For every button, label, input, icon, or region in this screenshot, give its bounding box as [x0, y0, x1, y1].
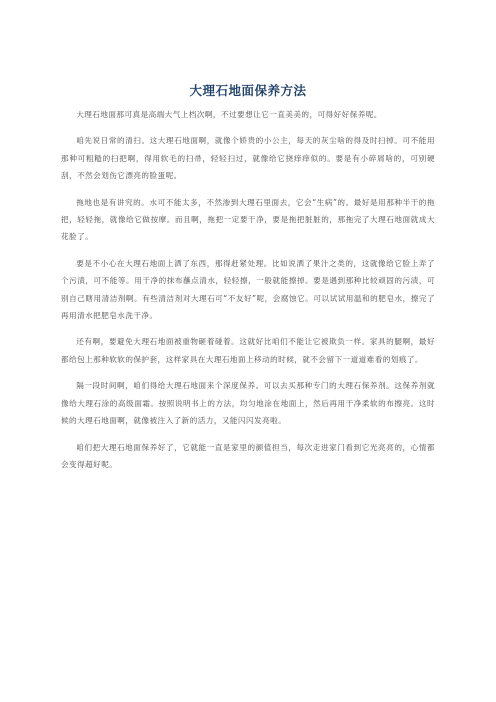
- paragraph-intro: 大理石地面那可真是高端大气上档次啊，不过要想让它一直美美的，可得好好保养呢。: [76, 110, 382, 119]
- paragraph-mopping: 拖地也是有讲究的。水可不能太多，不然渗到大理石里面去，它会“生病”的。最好是用那种半干的拖把，轻轻拖，就像给它做按摩。而且啊，拖把一定要干净，要是拖把脏脏的，那拖完了大理石地面就成大花脸了。: [61, 197, 435, 242]
- document-body: [61, 106, 435, 482]
- paragraph-conclusion: 咱们把大理石地面保养好了，它就能一直是家里的颜值担当，每次走进家门看到它光亮亮的，心情都会变得超好呢。: [61, 442, 435, 469]
- document-title: 大理石地面保养方法: [189, 83, 307, 98]
- paragraph-deep-care: 隔一段时间啊，咱们得给大理石地面来个深度保养。可以去买那种专门的大理石保养剂。这保养剂就像给大理石涂的高级面霜。按照说明书上的方法，均匀地涂在地面上，然后再用干净柔软的布擦亮。这时候的大理石地面啊，就像被注入了新的活力，又能闪闪发亮啦。: [61, 381, 435, 426]
- paragraph-heavy-objects: 还有啊，要避免大理石地面被重物砸着碰着。这就好比咱们不能让它被欺负一样。家具的腿啊，最好都给包上那种软软的保护套，这样家具在大理石地面上移动的时候，就不会留下一道道难看的划痕了。: [61, 337, 435, 364]
- paragraph-spills: 要是不小心在大理石地面上洒了东西，那得赶紧处理。比如说洒了果汁之类的，这就像给它脸上弄了个污渍，可不能等。用干净的抹布蘸点清水，轻轻擦，一般就能擦掉。要是遇到那种比较顽固的污渍，可别自己瞎用清洁剂啊。有些清洁剂对大理石可“不友好”呢，会腐蚀它。可以试试用温和的肥皂水，擦完了再用清水把肥皂水洗干净。: [61, 258, 435, 321]
- paragraph-daily-sweeping: 咱先说日常的清扫。这大理石地面啊，就像个娇贵的小公主，每天的灰尘啥的得及时扫掉。可不能用那种可粗糙的扫把啊，得用软毛的扫帚，轻轻扫过，就像给它挠痒痒似的。要是有小碎屑啥的，可别硬刮，不然会划伤它漂亮的脸蛋呢。: [61, 136, 435, 181]
